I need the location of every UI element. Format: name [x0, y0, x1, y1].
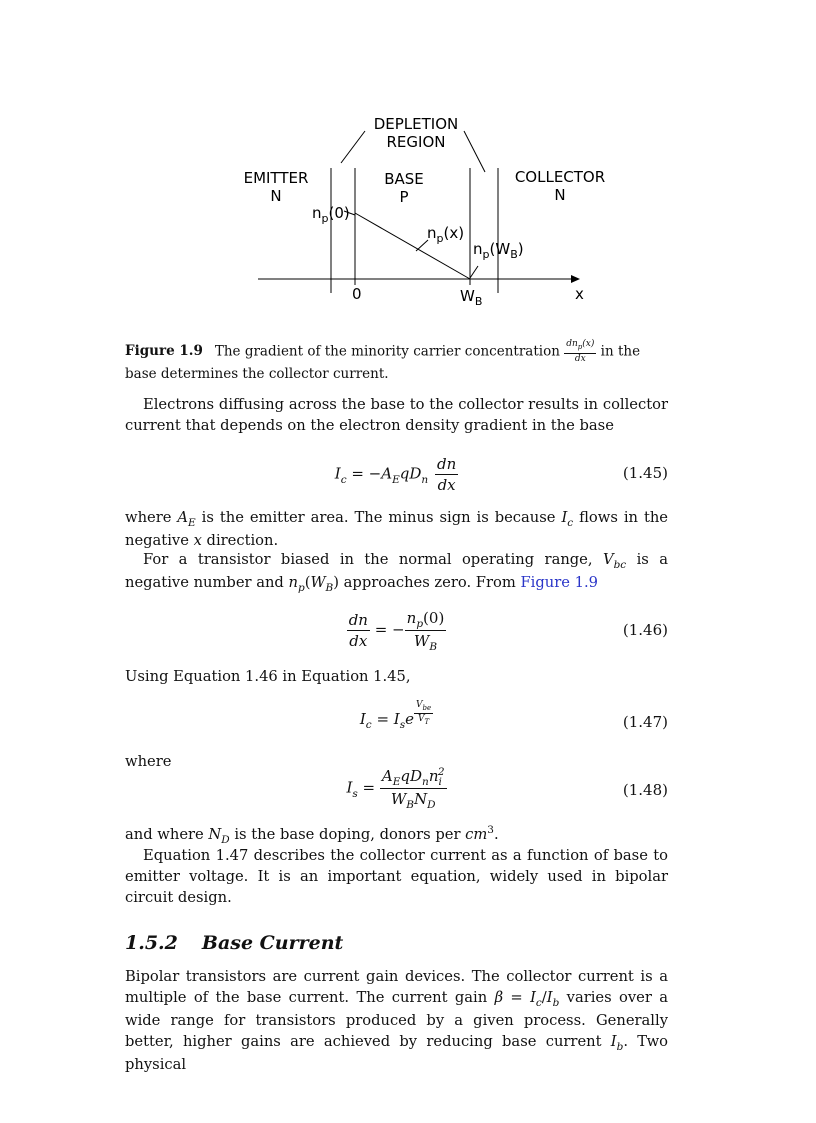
paragraph-6: and where $N_D$ is the base doping, donors per $cm^3$.: [125, 824, 499, 846]
paragraph-4: Using Equation 1.46 in Equation 1.45,: [125, 668, 411, 685]
emitter-label: [238, 169, 314, 205]
npwb-leader: [470, 266, 478, 278]
base-label: [374, 170, 434, 206]
caption-text-after: in the base determines the collector current.: [125, 343, 641, 382]
paragraph-5: where: [125, 753, 172, 770]
axis-label-x: x: [575, 285, 584, 303]
figure-1-9: [228, 108, 608, 318]
caption-text-before: The gradient of the minority carrier concentration: [214, 343, 560, 360]
caption-fraction: $\frac{dn_p(x)}{dx}$: [566, 339, 595, 364]
equation-1-45: [125, 450, 668, 500]
npx-label: $n_p(x)$: [427, 224, 465, 245]
equation-1-48-body: $I_s$ = $\frac{A_EqD_nn_i^2}{W_BN_D}$: [346, 766, 445, 811]
emitter-type: N: [270, 187, 282, 205]
depletion-label: [368, 115, 464, 151]
caption-label: Figure 1.9: [125, 343, 203, 360]
equation-1-47: [125, 700, 668, 750]
base-title: BASE: [384, 170, 424, 188]
figure-1-9-link[interactable]: Figure 1.9: [520, 574, 598, 591]
equation-1-45-number: (1.45): [622, 464, 668, 482]
tick-label-zero: 0: [352, 285, 362, 303]
collector-type: N: [554, 186, 566, 204]
equation-1-48: [125, 766, 668, 816]
depletion-pointer-left: [341, 131, 365, 163]
base-type: P: [399, 188, 409, 206]
collector-label: [508, 168, 612, 204]
equation-1-45-body: $I_c = -A_EqD_n$ $\frac{dn}{dx}$: [334, 455, 457, 494]
paragraph-7: Equation 1.47 describes the collector current as a function of base to emitter voltage. It is an important equation, widely used in bipolar circuit design.: [125, 847, 668, 906]
equation-1-47-number: (1.47): [622, 713, 668, 731]
depletion-pointer-right: [464, 131, 485, 172]
np-profile-line: [355, 213, 470, 279]
x-axis-arrowhead: [571, 275, 580, 283]
paragraph-8: Bipolar transistors are current gain devices. The collector current is a multiple of the base current. The current gain $\beta = I_c/I_b$ varies over a wide range for transistors produced by a given process. Generally better, higher gains are achieved by reducing base current $I_b$. Two physical: [125, 968, 668, 1073]
np0-label: $n_p(0)$: [312, 204, 350, 225]
tick-label-wb: $W_B$: [460, 287, 483, 308]
figure-caption: [125, 339, 668, 383]
paragraph-1: Electrons diffusing across the base to the collector results in collector current that depends on the electron density gradient in the base: [125, 396, 668, 434]
equation-1-48-number: (1.48): [622, 781, 668, 799]
paragraph-2: where $A_E$ is the emitter area. The minus sign is because $I_c$ flows in the negative x direction.: [125, 509, 668, 549]
section-title: Base Current: [201, 932, 344, 954]
section-heading: [125, 932, 343, 954]
equation-1-46-body: $\frac{dn}{dx}$ = − $\frac{n_p(0)}{W_B}$: [348, 609, 445, 653]
equation-1-46-number: (1.46): [622, 621, 668, 639]
depletion-line2: REGION: [386, 133, 446, 151]
emitter-title: EMITTER: [243, 169, 309, 187]
paragraph-3: For a transistor biased in the normal operating range, $V_{bc}$ is a negative number and $n_p(W_B)$ approaches zero. From Figure 1.9: [125, 551, 668, 594]
npwb-label: $n_p(W_B)$: [473, 240, 524, 261]
section-number: 1.5.2: [125, 932, 178, 954]
depletion-line1: DEPLETION: [373, 115, 459, 133]
equation-1-46: [125, 608, 668, 658]
equation-1-47-body: $I_c = I_se$ $\frac{V_{be}}{V_T}$: [359, 700, 432, 731]
collector-title: COLLECTOR: [514, 168, 606, 186]
